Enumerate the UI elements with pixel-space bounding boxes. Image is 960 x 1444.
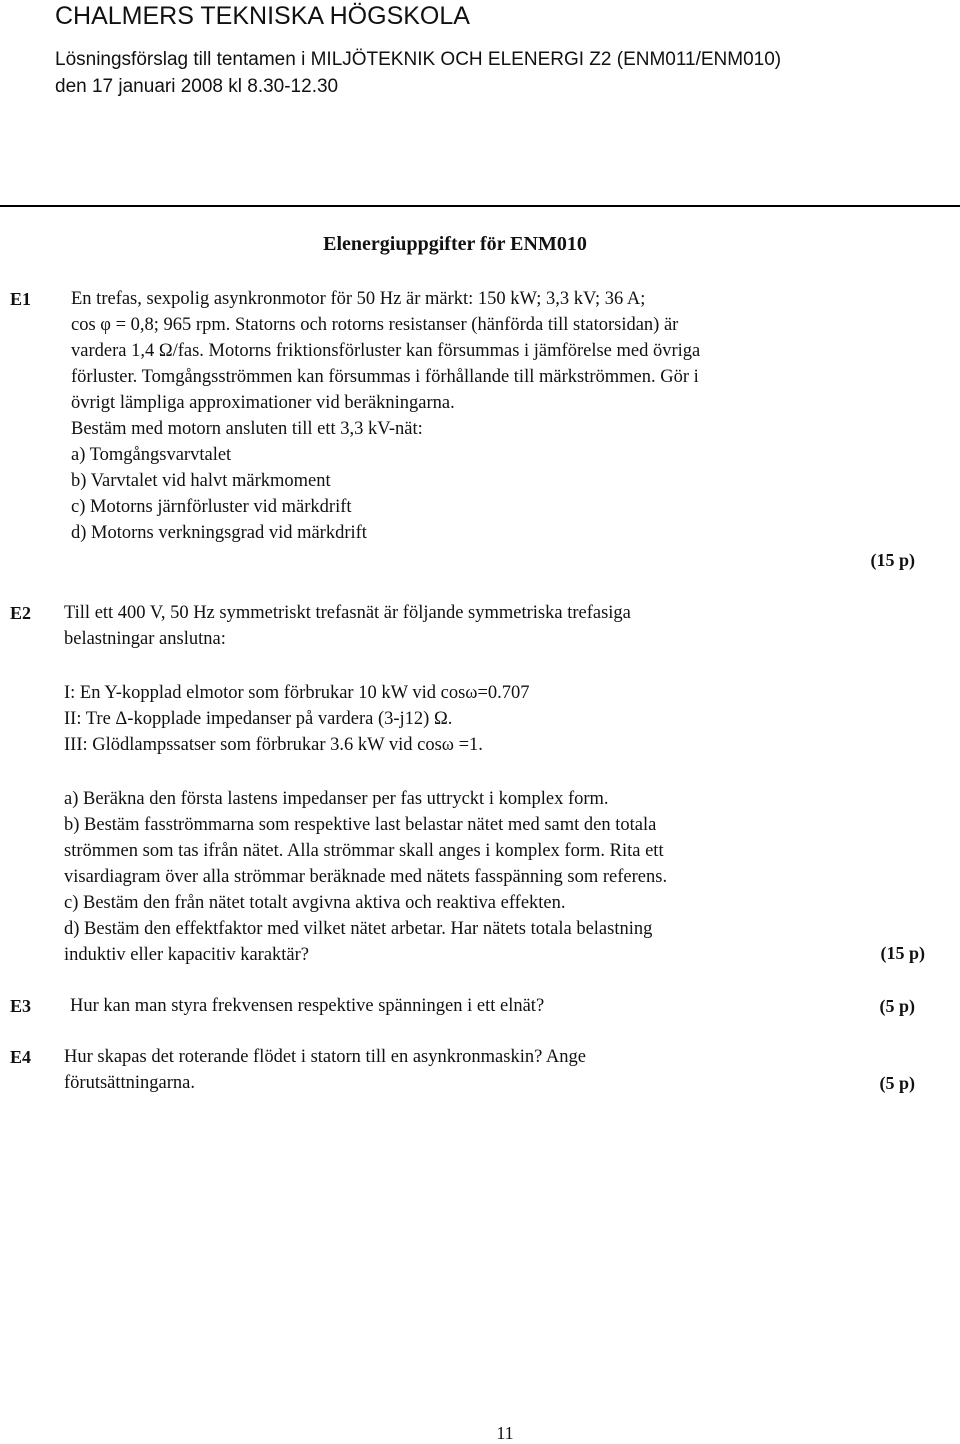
e2-load: I: En Y-kopplad elmotor som förbrukar 10 kW vid cosω=0.707 [64, 683, 530, 703]
e2-question: visardiagram över alla strömmar beräknade med nätets fasspänning som referens. [64, 867, 668, 887]
exam-title: Lösningsförslag till tentamen i MILJÖTEKNIK OCH ELENERGI Z2 (ENM011/ENM010) [55, 49, 782, 70]
e2-loads [64, 680, 530, 758]
e2-load: III: Glödlampssatser som förbrukar 3.6 kW vid cosω =1. [64, 735, 483, 755]
e4-points: (5 p) [879, 1073, 915, 1093]
e1-item: a) Tomgångsvarvtalet [71, 445, 232, 465]
e4-text [64, 1044, 586, 1096]
e2-intro-line: Till ett 400 V, 50 Hz symmetriskt trefasnät är följande symmetriska trefasiga [64, 603, 631, 623]
e1-item: c) Motorns järnförluster vid märkdrift [71, 497, 352, 517]
e2-points: (15 p) [880, 943, 925, 963]
e2-question: a) Beräkna den första lastens impedanser per fas uttryckt i komplex form. [64, 789, 609, 809]
e1-item: d) Motorns verkningsgrad vid märkdrift [71, 523, 367, 543]
e2-question: induktiv eller kapacitiv karaktär? [64, 945, 310, 965]
e1-points: (15 p) [870, 550, 915, 570]
e1-line: övrigt lämpliga approximationer vid beräkningarna. [71, 393, 455, 413]
e2-question: strömmen som tas ifrån nätet. Alla strömmar skall anges i komplex form. Rita ett [64, 841, 664, 861]
e2-load: II: Tre Δ-kopplade impedanser på vardera (3-j12) Ω. [64, 709, 453, 729]
section-title: Elenergiuppgifter för ENM010 [323, 233, 587, 255]
e2-intro [64, 600, 631, 652]
e3-label: E3 [10, 996, 32, 1016]
e1-line: cos φ = 0,8; 965 rpm. Statorns och rotorns resistanser (hänförda till statorsidan) är [71, 315, 679, 335]
e1-item: b) Varvtalet vid halvt märkmoment [71, 471, 331, 491]
e1-line: förluster. Tomgångsströmmen kan försummas i förhållande till märkströmmen. Gör i [71, 367, 699, 387]
e1-line: vardera 1,4 Ω/fas. Motorns friktionsförluster kan försummas i jämförelse med övriga [71, 341, 701, 361]
e2-question: b) Bestäm fasströmmarna som respektive last belastar nätet med samt den totala [64, 815, 657, 835]
e4-line: Hur skapas det roterande flödet i statorn till en asynkronmaskin? Ange [64, 1047, 586, 1067]
e4-line: förutsättningarna. [64, 1073, 195, 1093]
e2-questions [64, 786, 667, 968]
e3-points: (5 p) [879, 996, 915, 1016]
page-number: 11 [496, 1423, 514, 1443]
header-divider [0, 205, 960, 207]
exam-date: den 17 januari 2008 kl 8.30-12.30 [55, 76, 339, 97]
e2-label: E2 [10, 603, 32, 623]
e1-line: Bestäm med motorn ansluten till ett 3,3 kV-nät: [71, 419, 423, 439]
e2-question: c) Bestäm den från nätet totalt avgivna aktiva och reaktiva effekten. [64, 893, 566, 913]
e4-label: E4 [10, 1047, 32, 1067]
e1-label: E1 [10, 289, 32, 309]
e2-intro-line: belastningar anslutna: [64, 629, 226, 649]
school-name: CHALMERS TEKNISKA HÖGSKOLA [55, 2, 470, 30]
e1-text [71, 286, 700, 546]
e1-line: En trefas, sexpolig asynkronmotor för 50 Hz är märkt: 150 kW; 3,3 kV; 36 A; [71, 289, 646, 309]
e2-question: d) Bestäm den effektfaktor med vilket nätet arbetar. Har nätets totala belastning [64, 919, 653, 939]
e3-text: Hur kan man styra frekvensen respektive spänningen i ett elnät? [70, 996, 545, 1016]
